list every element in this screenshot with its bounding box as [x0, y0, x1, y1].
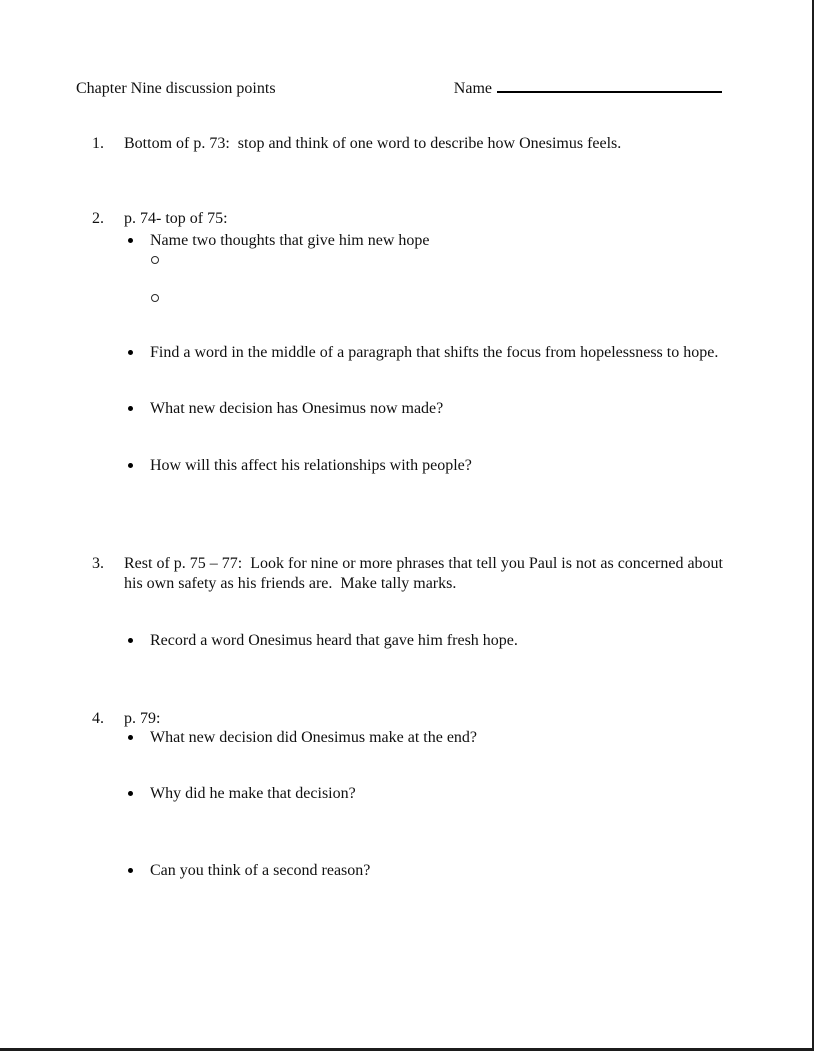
bullet-text: Why did he make that decision? [150, 785, 356, 802]
name-blank-line [497, 74, 722, 93]
sub-bullet-circle-icon [151, 256, 159, 264]
bullet-text: Name two thoughts that give him new hope [150, 232, 430, 249]
bullet-dot-icon [128, 868, 133, 873]
bullet-item [124, 399, 768, 419]
scan-edge-bottom [0, 1048, 814, 1051]
question-number: 1. [92, 135, 104, 152]
bullet-text: How will this affect his relationships with people? [150, 457, 472, 474]
question-number: 2. [92, 210, 104, 227]
bullet-dot-icon [128, 406, 133, 411]
bullet-text: What new decision did Onesimus make at the end? [150, 729, 478, 746]
bullet-dot-icon [128, 350, 133, 355]
bullet-item [124, 728, 768, 748]
bullet-dot-icon [128, 735, 133, 740]
question-1 [92, 134, 726, 154]
question-prompt: p. 74- top of 75: [124, 210, 228, 227]
sub-bullet-circle-icon [151, 294, 159, 302]
question-prompt: Rest of p. 75 – 77: Look for nine or more phrases that tell you Paul is not as concerned about his own safety as his friends are. Make tally marks. [124, 555, 727, 592]
bullet-item [124, 631, 768, 651]
document-title: Chapter Nine discussion points [76, 80, 276, 97]
name-label: Name [453, 80, 492, 97]
question-prompt: p. 79: [124, 710, 161, 727]
bullet-dot-icon [128, 638, 133, 643]
question-number: 4. [92, 710, 104, 727]
bullet-item [124, 861, 768, 881]
bullet-text: What new decision has Onesimus now made? [150, 400, 444, 417]
bullet-text: Record a word Onesimus heard that gave him fresh hope. [150, 632, 518, 649]
question-number: 3. [92, 555, 104, 572]
name-field [454, 74, 722, 99]
bullet-text: Can you think of a second reason? [150, 862, 371, 879]
question-3 [92, 554, 726, 594]
bullet-item [124, 343, 768, 363]
bullet-dot-icon [128, 791, 133, 796]
bullet-item [124, 231, 768, 251]
question-4 [92, 709, 726, 729]
bullet-item [124, 456, 768, 476]
question-prompt: Bottom of p. 73: stop and think of one word to describe how Onesimus feels. [124, 135, 622, 152]
bullet-item [124, 784, 768, 804]
header [76, 74, 722, 99]
bullet-text: Find a word in the middle of a paragraph that shifts the focus from hopelessness to hope. [150, 344, 719, 361]
scan-edge-right [812, 0, 814, 1051]
question-2 [92, 209, 726, 229]
bullet-dot-icon [128, 463, 133, 468]
bullet-dot-icon [128, 238, 133, 243]
